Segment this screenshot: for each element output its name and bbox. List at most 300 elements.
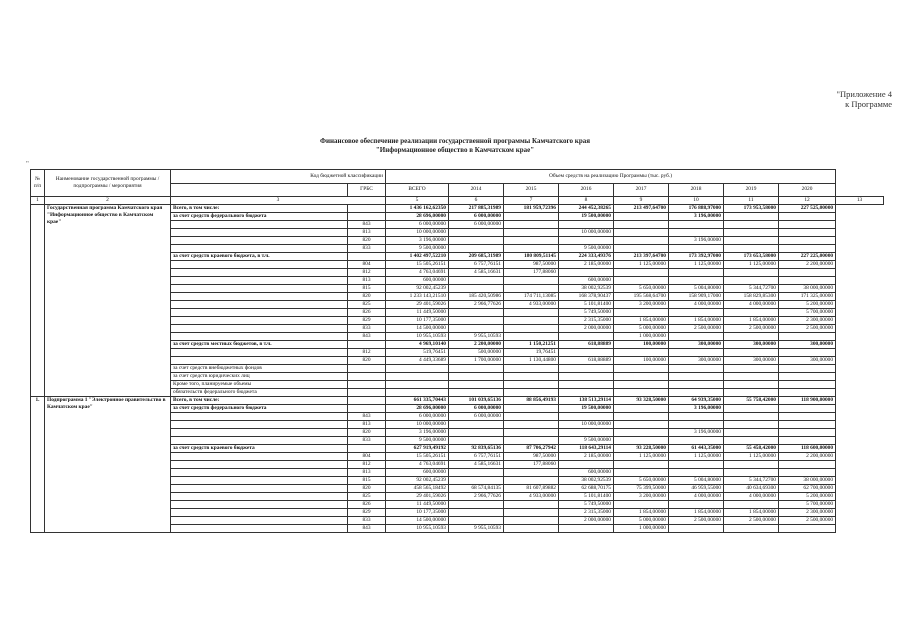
amount-cell	[669, 389, 724, 397]
grbs-code: 812	[348, 349, 386, 357]
amount-cell: 9 955,10593	[449, 525, 504, 533]
column-number: 7	[504, 197, 559, 205]
amount-cell: 177,88060	[504, 269, 559, 277]
amount-cell	[779, 437, 836, 445]
funding-source	[171, 317, 348, 325]
amount-cell	[386, 389, 449, 397]
amount-cell	[504, 365, 559, 373]
amount-cell	[449, 285, 504, 293]
amount-cell: 9 500,00000	[559, 437, 614, 445]
amount-cell	[449, 421, 504, 429]
amount-cell: 68 574,84135	[449, 485, 504, 493]
amount-cell: 300,00000	[669, 341, 724, 349]
funding-source	[171, 277, 348, 285]
grbs-code: 820	[348, 293, 386, 301]
grbs-code	[348, 205, 386, 213]
amount-cell	[504, 413, 559, 421]
header-year: 2017	[614, 183, 669, 196]
grbs-code: 829	[348, 509, 386, 517]
grbs-code: 813	[348, 469, 386, 477]
table-row	[31, 397, 884, 405]
grbs-code: 820	[348, 357, 386, 365]
amount-cell	[669, 309, 724, 317]
funding-source: за счет средств юридических лиц	[171, 373, 348, 381]
grbs-code: 813	[348, 421, 386, 429]
amount-cell	[504, 477, 559, 485]
amount-cell: 11 449,50000	[386, 501, 449, 509]
amount-cell: 38 000,00000	[779, 477, 836, 485]
amount-cell: 19,76451	[504, 349, 559, 357]
amount-cell: 4 000,00000	[669, 301, 724, 309]
grbs-code: 820	[348, 237, 386, 245]
grbs-code: 843	[348, 333, 386, 341]
amount-cell: 171 325,00000	[779, 293, 836, 301]
header-name: Наименование государственной программы / подпрограммы / мероприятия	[45, 170, 171, 197]
amount-cell	[614, 421, 669, 429]
amount-cell: 15 505,26151	[386, 453, 449, 461]
amount-cell: 600,00000	[386, 277, 449, 285]
amount-cell: 1 402 497,52210	[386, 253, 449, 261]
amount-cell: 2 315,35000	[559, 509, 614, 517]
amount-cell	[614, 245, 669, 253]
amount-cell	[614, 389, 669, 397]
amount-cell	[669, 333, 724, 341]
amount-cell: 5 650,00000	[614, 285, 669, 293]
funding-source: за счет средств краевого бюджета	[171, 445, 348, 453]
amount-cell: 29 401,59026	[386, 301, 449, 309]
funding-source: за счет средств федерального бюджета	[171, 213, 348, 221]
column-number: 11	[724, 197, 779, 205]
amount-cell: 5 200,00000	[779, 493, 836, 501]
amount-cell: 29 401,59026	[386, 493, 449, 501]
funding-source	[171, 453, 348, 461]
amount-cell	[504, 333, 559, 341]
amount-cell: 600,00000	[559, 469, 614, 477]
amount-cell	[614, 461, 669, 469]
amount-cell	[504, 221, 559, 229]
amount-cell: 10 177,35000	[386, 509, 449, 517]
amount-cell: 61 443,35000	[669, 445, 724, 453]
column-number: 13	[836, 197, 884, 205]
amount-cell	[724, 429, 779, 437]
amount-cell: 4 933,00000	[504, 301, 559, 309]
amount-cell: 158 909,17000	[669, 293, 724, 301]
amount-cell	[779, 277, 836, 285]
column-number: 6	[449, 197, 504, 205]
amount-cell: 38 002,92539	[559, 477, 614, 485]
amount-cell: 5 004,80000	[669, 285, 724, 293]
grbs-code: 812	[348, 269, 386, 277]
grbs-code	[348, 381, 386, 389]
amount-cell: 213 397,64700	[614, 253, 669, 261]
amount-cell: 5 101,81400	[559, 493, 614, 501]
amount-cell: 1 125,00000	[614, 261, 669, 269]
amount-cell	[504, 501, 559, 509]
amount-cell	[614, 413, 669, 421]
amount-cell: 92 002,45239	[386, 477, 449, 485]
amount-cell: 1 854,00000	[614, 317, 669, 325]
amount-cell: 62 700,00000	[779, 485, 836, 493]
amount-cell	[669, 229, 724, 237]
header-num: № п/п	[31, 170, 45, 197]
amount-cell	[614, 349, 669, 357]
amount-cell	[724, 365, 779, 373]
amount-cell: 618,88889	[559, 341, 614, 349]
amount-cell: 3 196,00000	[669, 429, 724, 437]
amount-cell	[779, 221, 836, 229]
amount-cell	[614, 429, 669, 437]
funding-source	[171, 509, 348, 517]
amount-cell: 5 000,00000	[614, 517, 669, 525]
amount-cell: 2 000,00000	[559, 517, 614, 525]
amount-cell	[779, 525, 836, 533]
header-year: 2018	[669, 183, 724, 196]
grbs-code	[348, 397, 386, 405]
amount-cell: 10 955,10593	[386, 333, 449, 341]
amount-cell	[504, 381, 559, 389]
funding-source	[171, 421, 348, 429]
amount-cell	[504, 421, 559, 429]
amount-cell	[669, 277, 724, 285]
amount-cell: 5 101,81400	[559, 301, 614, 309]
amount-cell	[779, 429, 836, 437]
amount-cell: 5 749,50000	[559, 309, 614, 317]
amount-cell	[449, 477, 504, 485]
amount-cell	[669, 365, 724, 373]
grbs-code: 843	[348, 413, 386, 421]
amount-cell: 600,00000	[386, 469, 449, 477]
amount-cell: 181 959,72396	[504, 205, 559, 213]
amount-cell	[614, 229, 669, 237]
amount-cell: 9 955,10593	[449, 333, 504, 341]
document-title	[230, 137, 680, 155]
amount-cell	[504, 237, 559, 245]
amount-cell	[559, 461, 614, 469]
amount-cell: 1 125,00000	[724, 453, 779, 461]
amount-cell	[504, 405, 559, 413]
program-name: Подпрограмма 1 "Электронное правительство в Камчатском крае"	[45, 397, 171, 533]
funding-source	[171, 525, 348, 533]
amount-cell: 3 196,00000	[669, 213, 724, 221]
amount-cell: 118 900,00000	[779, 397, 836, 405]
program-name: Государственная программа Камчатского края "Информационное общество в Камчатском крае"	[45, 205, 171, 397]
amount-cell: 6 000,00000	[449, 213, 504, 221]
amount-cell: 3 196,00000	[669, 405, 724, 413]
amount-cell	[724, 421, 779, 429]
amount-cell: 185 420,50986	[449, 293, 504, 301]
amount-cell: 2 000,00000	[559, 325, 614, 333]
amount-cell: 1 854,00000	[724, 509, 779, 517]
header-empty	[171, 183, 348, 196]
amount-cell: 5 650,00000	[614, 477, 669, 485]
funding-source	[171, 357, 348, 365]
grbs-code: 843	[348, 525, 386, 533]
amount-cell	[724, 525, 779, 533]
amount-cell: 2 300,00000	[779, 317, 836, 325]
funding-source: Кроме того, планируемые объемы	[171, 381, 348, 389]
amount-cell: 10 000,00000	[386, 421, 449, 429]
amount-cell: 19 500,00000	[559, 405, 614, 413]
grbs-code: 826	[348, 501, 386, 509]
amount-cell	[779, 213, 836, 221]
amount-cell: 1 125,00000	[614, 453, 669, 461]
amount-cell	[779, 405, 836, 413]
amount-cell	[669, 501, 724, 509]
amount-cell	[449, 277, 504, 285]
amount-cell: 4 449,33689	[386, 357, 449, 365]
amount-cell	[614, 469, 669, 477]
funding-source: обязательств федерального бюджета	[171, 389, 348, 397]
amount-cell: 2 315,35000	[559, 317, 614, 325]
amount-cell: 987,50000	[504, 453, 559, 461]
amount-cell: 4 585,16631	[449, 269, 504, 277]
amount-cell	[614, 373, 669, 381]
amount-cell	[724, 277, 779, 285]
amount-cell	[724, 413, 779, 421]
funding-source	[171, 309, 348, 317]
amount-cell: 519,76451	[386, 349, 449, 357]
amount-cell	[449, 517, 504, 525]
amount-cell: 5 004,80000	[669, 477, 724, 485]
amount-cell	[614, 381, 669, 389]
amount-cell: 5 344,72700	[724, 285, 779, 293]
amount-cell: 5 700,00000	[779, 501, 836, 509]
grbs-code: 833	[348, 325, 386, 333]
amount-cell	[504, 525, 559, 533]
header-volume: Объем средств на реализацию Программы (тыс. руб.)	[386, 170, 836, 184]
amount-cell	[724, 237, 779, 245]
funding-source	[171, 493, 348, 501]
amount-cell: 209 685,31989	[449, 253, 504, 261]
header-year: 2019	[724, 183, 779, 196]
amount-cell: 92 002,45239	[386, 285, 449, 293]
column-number: 12	[779, 197, 836, 205]
amount-cell	[504, 389, 559, 397]
amount-cell: 244 452,38265	[559, 205, 614, 213]
amount-cell: 40 634,69300	[724, 485, 779, 493]
amount-cell: 100,00000	[614, 341, 669, 349]
amount-cell: 158 829,85300	[724, 293, 779, 301]
amount-cell: 500,00000	[449, 349, 504, 357]
amount-cell	[614, 277, 669, 285]
amount-cell: 224 333,49376	[559, 253, 614, 261]
amount-cell: 1 125,00000	[669, 261, 724, 269]
amount-cell: 300,00000	[669, 357, 724, 365]
amount-cell	[504, 213, 559, 221]
amount-cell	[614, 221, 669, 229]
grbs-code: 815	[348, 477, 386, 485]
amount-cell: 88 856,49193	[504, 397, 559, 405]
amount-cell: 1 854,00000	[614, 509, 669, 517]
grbs-code	[348, 253, 386, 261]
amount-cell: 64 939,35000	[669, 397, 724, 405]
funding-source	[171, 517, 348, 525]
amount-cell	[779, 381, 836, 389]
amount-cell	[559, 237, 614, 245]
amount-cell: 11 449,50000	[386, 309, 449, 317]
amount-cell	[724, 373, 779, 381]
amount-cell: 55 458,42000	[724, 445, 779, 453]
amount-cell: 2 200,00000	[779, 261, 836, 269]
amount-cell: 4 000,00000	[724, 493, 779, 501]
amount-cell: 300,00000	[779, 341, 836, 349]
amount-cell: 10 955,10593	[386, 525, 449, 533]
amount-cell	[724, 309, 779, 317]
amount-cell	[779, 389, 836, 397]
grbs-code: 833	[348, 437, 386, 445]
amount-cell: 46 959,55000	[669, 485, 724, 493]
amount-cell	[504, 245, 559, 253]
grbs-code	[348, 365, 386, 373]
appendix-line2: к Программе	[845, 99, 892, 109]
amount-cell	[614, 269, 669, 277]
grbs-code	[348, 389, 386, 397]
financing-table	[30, 169, 884, 533]
funding-source: за счет средств внебюджетных фондов	[171, 365, 348, 373]
amount-cell: 3 196,00000	[669, 237, 724, 245]
amount-cell	[449, 469, 504, 477]
amount-cell: 118 643,29114	[559, 445, 614, 453]
amount-cell	[724, 213, 779, 221]
amount-cell	[669, 421, 724, 429]
amount-cell: 618,88889	[559, 357, 614, 365]
header-year: ВСЕГО	[386, 183, 449, 196]
grbs-code: 812	[348, 461, 386, 469]
amount-cell	[559, 269, 614, 277]
amount-cell: 5 200,00000	[779, 301, 836, 309]
amount-cell	[724, 389, 779, 397]
funding-source	[171, 245, 348, 253]
funding-source	[171, 477, 348, 485]
table-header	[31, 170, 884, 197]
amount-cell: 1 150,21251	[504, 341, 559, 349]
funding-source	[171, 261, 348, 269]
header-kbk: Код бюджетной классификации	[171, 170, 386, 184]
amount-cell: 2 500,00000	[779, 325, 836, 333]
amount-cell: 6 000,00000	[449, 405, 504, 413]
amount-cell	[724, 245, 779, 253]
table-body	[31, 197, 884, 533]
amount-cell	[559, 525, 614, 533]
amount-cell: 3 196,00000	[386, 237, 449, 245]
amount-cell: 2 500,00000	[724, 517, 779, 525]
funding-source	[171, 301, 348, 309]
amount-cell	[779, 421, 836, 429]
amount-cell: 92 839,65136	[449, 445, 504, 453]
column-numbers-row	[31, 197, 884, 205]
amount-cell: 138 513,29114	[559, 397, 614, 405]
header-grbs: ГРБС	[348, 183, 386, 196]
amount-cell	[614, 501, 669, 509]
amount-cell	[504, 509, 559, 517]
amount-cell: 62 688,70175	[559, 485, 614, 493]
amount-cell: 1 854,00000	[724, 317, 779, 325]
funding-source: за счет средств местных бюджетов, в т.ч.	[171, 341, 348, 349]
amount-cell	[724, 469, 779, 477]
amount-cell: 3 196,00000	[386, 429, 449, 437]
amount-cell	[779, 349, 836, 357]
amount-cell: 627 919,49192	[386, 445, 449, 453]
grbs-code: 820	[348, 485, 386, 493]
amount-cell: 9 500,00000	[386, 437, 449, 445]
grbs-code	[348, 341, 386, 349]
amount-cell: 38 002,92539	[559, 285, 614, 293]
amount-cell	[449, 317, 504, 325]
amount-cell	[504, 285, 559, 293]
amount-cell	[779, 229, 836, 237]
amount-cell	[559, 349, 614, 357]
amount-cell: 5 700,00000	[779, 309, 836, 317]
title-line1: Финансовое обеспечение реализации государственной программы Камчатского края	[319, 137, 591, 145]
amount-cell	[449, 245, 504, 253]
funding-source: за счет средств федерального бюджета	[171, 405, 348, 413]
amount-cell	[669, 381, 724, 389]
amount-cell	[724, 269, 779, 277]
amount-cell	[504, 309, 559, 317]
side-mark: "	[26, 160, 29, 168]
amount-cell	[724, 229, 779, 237]
amount-cell	[504, 373, 559, 381]
amount-cell: 180 809,51145	[504, 253, 559, 261]
amount-cell	[559, 373, 614, 381]
funding-source: за счет средств краевого бюджета, в т.ч.	[171, 253, 348, 261]
amount-cell	[559, 221, 614, 229]
column-number: 2	[45, 197, 171, 205]
amount-cell: 176 888,97000	[669, 205, 724, 213]
amount-cell: 2 966,77626	[449, 493, 504, 501]
amount-cell: 9 500,00000	[386, 245, 449, 253]
amount-cell	[669, 349, 724, 357]
amount-cell: 173 392,97000	[669, 253, 724, 261]
amount-cell: 4 000,00000	[724, 301, 779, 309]
grbs-code: 804	[348, 261, 386, 269]
amount-cell: 14 500,00000	[386, 517, 449, 525]
amount-cell	[559, 365, 614, 373]
amount-cell	[724, 501, 779, 509]
amount-cell: 2 185,00000	[559, 261, 614, 269]
amount-cell	[449, 325, 504, 333]
amount-cell: 300,00000	[779, 357, 836, 365]
amount-cell: 3 200,00000	[614, 493, 669, 501]
column-number: 9	[614, 197, 669, 205]
table-row	[31, 205, 884, 213]
grbs-code: 825	[348, 301, 386, 309]
amount-cell	[724, 461, 779, 469]
funding-source	[171, 229, 348, 237]
funding-source	[171, 429, 348, 437]
amount-cell: 217 885,31989	[449, 205, 504, 213]
amount-cell: 93 228,50000	[614, 445, 669, 453]
amount-cell	[614, 309, 669, 317]
funding-source	[171, 325, 348, 333]
amount-cell: 10 177,35000	[386, 317, 449, 325]
amount-cell: 168 378,90437	[559, 293, 614, 301]
amount-cell: 227 525,00000	[779, 205, 836, 213]
appendix-note	[782, 89, 892, 109]
amount-cell: 6 000,00000	[386, 413, 449, 421]
header-year: 2016	[559, 183, 614, 196]
amount-cell	[559, 381, 614, 389]
amount-cell: 1 130,44800	[504, 357, 559, 365]
amount-cell: 600,00000	[559, 277, 614, 285]
amount-cell	[449, 309, 504, 317]
amount-cell: 55 758,42000	[724, 397, 779, 405]
grbs-code: 833	[348, 245, 386, 253]
grbs-code: 829	[348, 317, 386, 325]
amount-cell: 14 500,00000	[386, 325, 449, 333]
amount-cell	[449, 237, 504, 245]
row-number: 1.	[31, 397, 45, 533]
